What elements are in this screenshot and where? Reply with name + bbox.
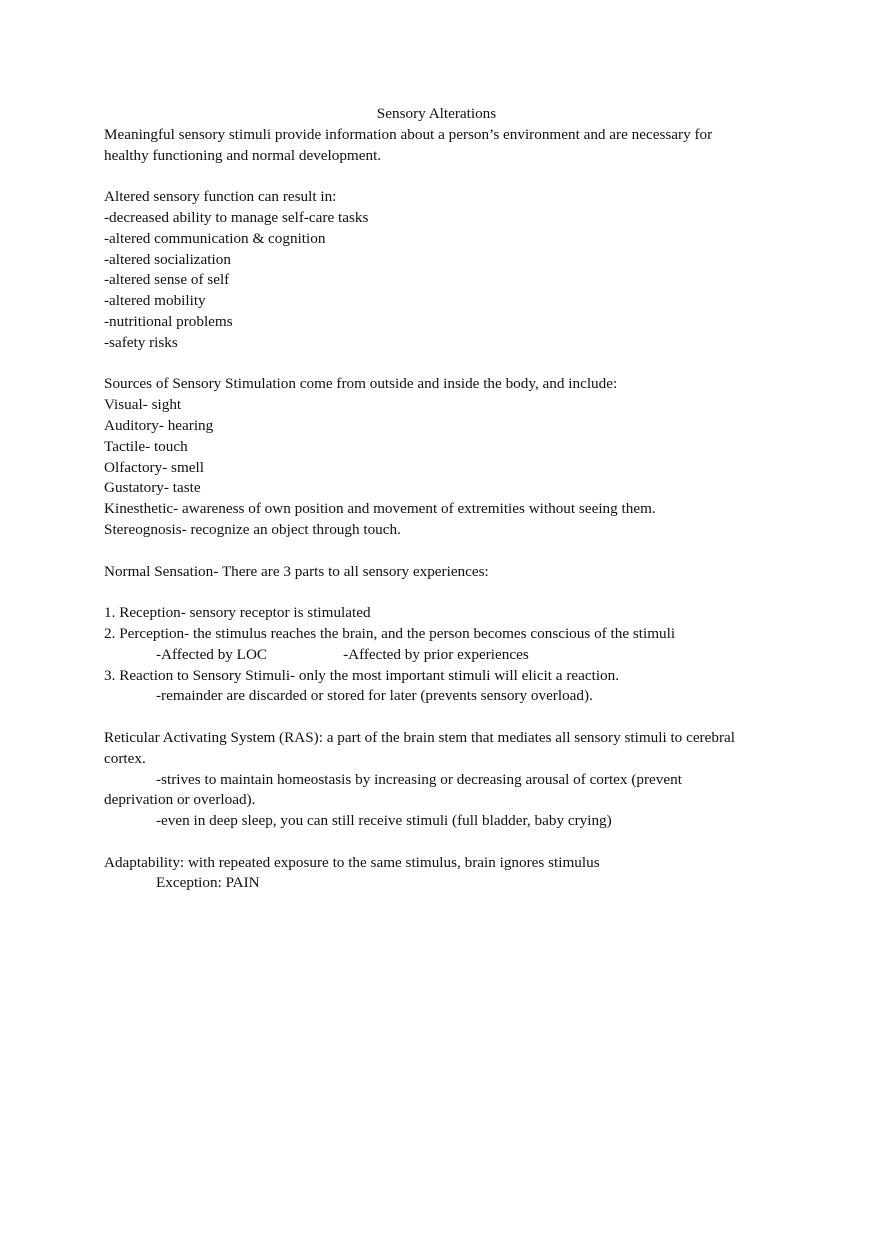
reaction-subitem: -remainder are discarded or stored for later (prevents sensory overload).	[156, 687, 593, 705]
altered-item: -safety risks	[104, 333, 178, 351]
ras-sub1-line-2: deprivation or overload).	[104, 791, 256, 809]
altered-heading: Altered sensory function can result in:	[104, 188, 337, 206]
page-title: Sensory Alterations	[376, 105, 497, 122]
spacer	[104, 354, 769, 375]
source-item: Stereognosis- recognize an object through touch.	[104, 520, 401, 538]
source-item: Visual- sight	[104, 396, 182, 414]
ras-line-2: cortex.	[104, 749, 146, 767]
altered-item: -altered socialization	[104, 250, 231, 268]
reception-item: 1. Reception- sensory receptor is stimulated	[104, 604, 371, 622]
altered-item: -altered communication & cognition	[104, 229, 326, 247]
spacer	[104, 541, 769, 562]
intro-line-1: Meaningful sensory stimuli provide information about a person’s environment and are necessary for	[104, 125, 713, 143]
normal-heading: Normal Sensation- There are 3 parts to all sensory experiences:	[104, 562, 489, 580]
altered-item: -nutritional problems	[104, 312, 233, 330]
sources-heading: Sources of Sensory Stimulation come from outside and inside the body, and include:	[104, 375, 618, 393]
document-body	[104, 104, 769, 894]
source-item: Kinesthetic- awareness of own position and movement of extremities without seeing them.	[104, 500, 656, 518]
spacer	[104, 582, 769, 603]
adaptability-exception: Exception: PAIN	[156, 874, 260, 892]
source-item: Auditory- hearing	[104, 416, 214, 434]
perception-sub-loc: -Affected by LOC	[156, 645, 268, 663]
ras-sub1-line-1: -strives to maintain homeostasis by increasing or decreasing arousal of cortex (prevent	[156, 770, 682, 788]
perception-sub-prior: -Affected by prior experiences	[343, 645, 529, 663]
perception-item: 2. Perception- the stimulus reaches the brain, and the person becomes conscious of the stimuli	[104, 624, 676, 642]
source-item: Gustatory- taste	[104, 479, 201, 497]
adaptability-line: Adaptability: with repeated exposure to the same stimulus, brain ignores stimulus	[104, 853, 600, 871]
spacer	[104, 832, 769, 853]
source-item: Tactile- touch	[104, 437, 188, 455]
spacer	[104, 166, 769, 187]
intro-line-2: healthy functioning and normal development.	[104, 146, 382, 164]
ras-sub2: -even in deep sleep, you can still receive stimuli (full bladder, baby crying)	[156, 812, 612, 830]
source-item: Olfactory- smell	[104, 458, 204, 476]
altered-item: -decreased ability to manage self-care tasks	[104, 208, 369, 226]
perception-subitems	[104, 645, 769, 666]
spacer	[104, 707, 769, 728]
reaction-item: 3. Reaction to Sensory Stimuli- only the most important stimuli will elicit a reaction.	[104, 666, 620, 684]
altered-item: -altered mobility	[104, 292, 206, 310]
altered-item: -altered sense of self	[104, 271, 230, 289]
ras-line-1: Reticular Activating System (RAS): a part of the brain stem that mediates all sensory stimuli to cerebral	[104, 728, 735, 746]
